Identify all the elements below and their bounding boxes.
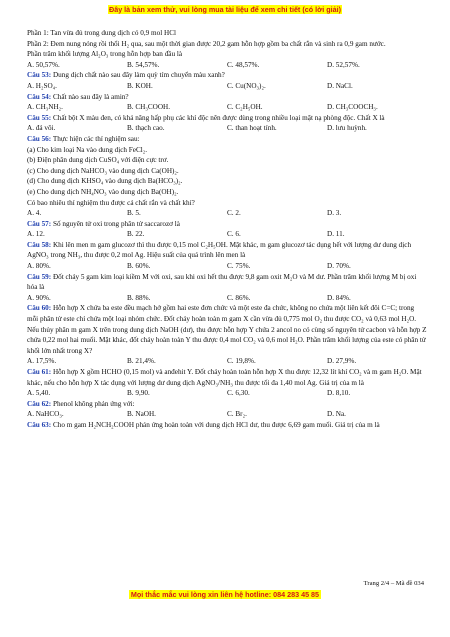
question-line: Có bao nhiêu thí nghiệm thu được cả chất rắn và chất khí? bbox=[27, 198, 195, 207]
option-a: A. 50,57%. bbox=[27, 60, 60, 69]
option-a: A. 17,5%. bbox=[27, 357, 57, 366]
question-stem bbox=[27, 399, 427, 410]
question-text: Số nguyên tử oxi trong phân tử saccarozơ là bbox=[51, 219, 180, 228]
hotline-text: Mọi thắc mắc vui lòng xin liên hệ hotline: 084 283 45 85 bbox=[130, 590, 320, 599]
question-label: Câu 53: bbox=[27, 71, 52, 80]
option-a: A. 5,40. bbox=[27, 389, 51, 398]
option-b: B. 21,4%. bbox=[127, 357, 156, 366]
question-text: Hỗn hợp X chứa ba este đều mạch hở gồm hai este đơn chức và một este đa chức, không no chứa một liên kết đôi C=C; trong mỗi phân tử este chỉ chứa một loại nhóm chức. Đốt cháy hoàn toàn m gam X cần vừa đủ 0,775 mol O₂ thu được CO₂ và 0,63 mol H₂O. Nếu thủy phân m gam X trên trong dung dịch NaOH (dư), thu được hỗn hợp Y chứa 2 ancol no có cùng số nguyên tử cacbon và hỗn hợp Z chứa 0,22 mol hai muối. Mặt khác, đốt cháy hoàn toàn Y thu được 0,4 mol CO₂ và 0,6 mol H₂O. Phần trăm khối lượng của este có phân tử khối lớn nhất trong X? bbox=[27, 304, 427, 355]
option-a: A. 12. bbox=[27, 230, 45, 239]
option-b: B. 88%. bbox=[127, 293, 151, 302]
answer-options bbox=[27, 123, 427, 134]
question-label: Câu 60: bbox=[27, 304, 52, 313]
option-c: C. 2. bbox=[227, 209, 241, 218]
question-text: Thực hiện các thí nghiệm sau: bbox=[51, 134, 140, 143]
page-number: Trang 2/4 – Mã đề 034 bbox=[363, 580, 424, 587]
option-a: A. 80%. bbox=[27, 262, 51, 271]
question-line: (b) Điện phân dung dịch CuSO₄ với điện cực trơ. bbox=[27, 156, 169, 165]
question-text: Dung dịch chất nào sau đây làm quỳ tím chuyển màu xanh? bbox=[51, 71, 225, 80]
answer-options bbox=[27, 60, 427, 71]
option-b: B. 54,57%. bbox=[127, 60, 160, 69]
option-a: A. H₂SO₄. bbox=[27, 81, 57, 90]
question-stem bbox=[27, 92, 427, 103]
answer-options bbox=[27, 102, 427, 113]
option-c: C. 75%. bbox=[227, 262, 251, 271]
option-b: B. KOH. bbox=[127, 81, 153, 90]
question-list bbox=[27, 70, 427, 430]
preview-banner bbox=[0, 5, 450, 14]
option-a: A. 90%. bbox=[27, 293, 51, 302]
question-text: Đốt cháy 5 gam kim loại kiềm M với oxi, sau khi oxi hết thu được 9,8 gam oxit M₂O và M dư. Phần trăm khối lượng M bị oxi hóa là bbox=[27, 272, 417, 292]
question-label: Câu 58: bbox=[27, 240, 52, 249]
question-label: Câu 59: bbox=[27, 272, 52, 281]
question-stem bbox=[27, 240, 427, 261]
intro-line: Phần trăm khối lượng Al₂O₃ trong hỗn hợp ban đầu là bbox=[27, 50, 183, 59]
question-stem bbox=[27, 219, 427, 230]
option-c: C. Cu(NO₃)₂. bbox=[227, 81, 266, 90]
option-c: C. 6. bbox=[227, 230, 241, 239]
question-text: Hỗn hợp X gồm HCHO (0,15 mol) và anđehit Y. Đốt cháy hoàn toàn hỗn hợp X thu được 12,32 lít khí CO₂ và m gam H₂O. Mặt khác, nếu cho hỗn hợp X tác dụng với lượng dư dung dịch AgNO₃/NH₃ thu được tối đa 1,40 mol Ag. Giá trị của m là bbox=[27, 368, 422, 387]
question-stem bbox=[27, 303, 427, 356]
question-label: Câu 57: bbox=[27, 219, 52, 228]
option-b: B. 5. bbox=[127, 209, 141, 218]
question-stem bbox=[27, 70, 427, 81]
option-d: D. 11. bbox=[327, 230, 345, 239]
question-line: (e) Cho dung dịch NH₄NO₃ vào dung dịch Ba(OH)₂. bbox=[27, 187, 179, 196]
option-b: B. CH₃COOH. bbox=[127, 103, 171, 112]
option-a: A. CH₃NH₂. bbox=[27, 103, 63, 112]
option-b: B. 22. bbox=[127, 230, 145, 239]
option-d: D. Na. bbox=[327, 410, 346, 419]
answer-options bbox=[27, 293, 427, 304]
question-stem bbox=[27, 420, 427, 431]
option-b: B. 9,90. bbox=[127, 389, 150, 398]
question-text: Khi lên men m gam glucozơ thì thu được 0,15 mol C₂H₅OH. Mặt khác, m gam glucozơ tác dụng hết với lượng dư dung dịch AgNO₃ trong NH₃, thu được 0,2 mol Ag. Hiệu suất của quá trình lên men là bbox=[27, 240, 412, 260]
question-text: Chất nào sau đây là amin? bbox=[51, 92, 129, 101]
option-b: B. NaOH. bbox=[127, 410, 156, 419]
option-d: D. 52,57%. bbox=[327, 60, 360, 69]
question-stem bbox=[27, 113, 427, 124]
answer-options bbox=[27, 208, 427, 219]
option-c: C. 86%. bbox=[227, 293, 251, 302]
question-stem bbox=[27, 272, 427, 293]
question-label: Câu 54: bbox=[27, 92, 52, 101]
question-text: Phenol không phản ứng với: bbox=[51, 399, 135, 408]
question-stem bbox=[27, 367, 427, 388]
answer-options bbox=[27, 229, 427, 240]
option-c: C. than hoạt tính. bbox=[227, 124, 277, 133]
option-b: B. thạch cao. bbox=[127, 124, 165, 133]
option-c: C. 19,8%. bbox=[227, 357, 256, 366]
question-line: (d) Cho dung dịch KHSO₄ vào dung dịch Ba(HCO₃)₂. bbox=[27, 177, 183, 186]
preview-banner-text: Đây là bản xem thử, vui lòng mua tài liệu để xem chi tiết (có lời giải) bbox=[109, 5, 341, 14]
answer-options bbox=[27, 388, 427, 399]
option-d: D. CH₃COOCH₃. bbox=[327, 103, 378, 112]
answer-options bbox=[27, 81, 427, 92]
option-d: D. 27,9%. bbox=[327, 357, 357, 366]
question-stem bbox=[27, 134, 427, 145]
intro-line: Phần 2: Đem nung nóng rồi thổi H₂ qua, sau một thời gian được 20,2 gam hỗn hợp gồm ba chất rắn và sinh ra 0,9 gam nước. bbox=[27, 39, 386, 48]
answer-options bbox=[27, 356, 427, 367]
option-c: C. 6,30. bbox=[227, 389, 250, 398]
intro-line: Phần 1: Tan vừa đủ trong dung dịch có 0,9 mol HCl bbox=[27, 29, 176, 37]
question-label: Câu 55: bbox=[27, 113, 52, 122]
question-label: Câu 56: bbox=[27, 134, 52, 143]
option-d: D. 3. bbox=[327, 209, 342, 218]
answer-options bbox=[27, 261, 427, 272]
option-a: A. NaHCO₃. bbox=[27, 410, 64, 419]
option-b: B. 60%. bbox=[127, 262, 151, 271]
option-d: D. 8,10. bbox=[327, 389, 351, 398]
option-c: C. 48,57%. bbox=[227, 60, 260, 69]
option-d: D. 70%. bbox=[327, 262, 351, 271]
option-c: C. C₂H₅OH. bbox=[227, 103, 263, 112]
question-label: Câu 61: bbox=[27, 368, 52, 376]
question-label: Câu 62: bbox=[27, 399, 52, 408]
answer-options bbox=[27, 409, 427, 420]
question-label: Câu 63: bbox=[27, 420, 52, 429]
question-text: Cho m gam H₂NCH₂COOH phản ứng hoàn toàn với dung dịch HCl dư, thu được 6,69 gam muối. Giá trị của m là bbox=[51, 420, 380, 429]
question-text: Chất bột X màu đen, có khả năng hấp phụ các khí độc nên được dùng trong nhiều loại mặt nạ phòng độc. Chất X là bbox=[51, 113, 385, 122]
option-d: D. NaCl. bbox=[327, 81, 353, 90]
option-a: A. đá vôi. bbox=[27, 124, 56, 133]
question-line: (c) Cho dung dịch NaHCO₃ vào dung dịch Ca(OH)₂. bbox=[27, 166, 179, 175]
option-c: C. Br₂. bbox=[227, 410, 247, 419]
option-a: A. 4. bbox=[27, 209, 42, 218]
option-d: D. lưu huỳnh. bbox=[327, 124, 367, 133]
question-line: (a) Cho kim loại Na vào dung dịch FeCl₂. bbox=[27, 145, 148, 154]
hotline-banner bbox=[0, 590, 450, 599]
option-d: D. 84%. bbox=[327, 293, 351, 302]
document-body bbox=[27, 28, 427, 431]
